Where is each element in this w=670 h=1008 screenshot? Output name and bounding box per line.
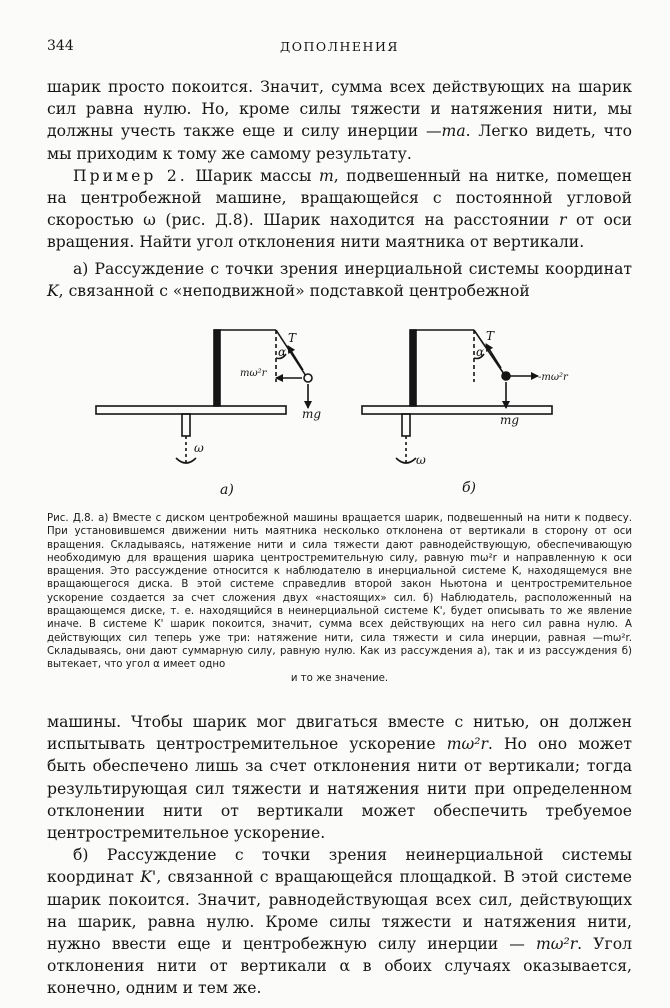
page-number: 344 — [47, 38, 74, 54]
rotating-disk — [362, 406, 552, 414]
axis-shaft — [402, 414, 410, 436]
label-mg-a: mg — [302, 407, 322, 421]
paragraph-continuation: шарик просто покоится. Значит, сумма всех действующих на шарик сил равна нулю. Но, кроме силы тяжести и натяжения нити, мы должны учесть также еще и силу инерции —ma. Легко видеть, что мы приходим к тому же самому результату. — [47, 78, 632, 163]
label-omega-a: ω — [194, 441, 204, 455]
label-force-a: mω²r — [240, 368, 267, 379]
label-panel-b: б) — [462, 480, 477, 496]
paragraph-machine: машины. Чтобы шарик мог двигаться вместе с нитью, он должен испытывать центростремительное ускорение mω²r. Но оно может быть обеспечено лишь за счет отклонения нити от вертикали; тогда результирующая сил тяжести и натяжения нити при определенном отклонении нити от вертикали может обеспечить требуемое центростремительное ускорение. — [47, 713, 632, 843]
figure-d8 — [90, 318, 600, 508]
label-panel-a: а) — [220, 482, 234, 498]
tension-arrow — [486, 344, 501, 368]
support-post — [410, 330, 416, 406]
caption-text: Рис. Д.8. а) Вместе с диском центробежной машины вращается шарик, подвешенный на нити к подвесу. При установившемся движении нить маятника несколько отклонена от вертикали в сторону от оси вращения. Складываясь, натяжение нити и сила тяжести дают равнодействующую, обеспечивающую необходимую для вращения шарика центростремительную силу, равную mω²r и направленную к оси вращения. Это рассуждение относится к наблюдателю в инерциальной системе K, находящемуся вне вращающегося диска. В этой системе справедлив второй закон Ньютона и центростремительное ускорение создается за счет сложения двух «настоящих» сил. б) Наблюдатель, расположенный на вращающемся диске, т. е. находящийся в неинерциальной системе K', будет описывать то же явление иначе. В системе K' шарик покоится, значит, сумма всех действующих на него сил равна нулю. А действующих сил теперь уже три: натяжение нити, сила тяжести и сила инерции, равная —mω²r. Складываясь, они дают суммарную силу, равную нулю. Как из рассуждения а), так и из рассуждения б) вытекает, что угол α имеет одно — [47, 513, 632, 671]
support-post — [214, 330, 220, 406]
example-2-paragraph: Пример 2. Шарик массы m, подвешенный на нитке, помещен на центробежной машине, вращающейся с постоянной угловой скоростью ω (рис. Д.8). Шарик находится на расстоянии r от оси вращения. Найти угол отклонения нити маятника от вертикали. — [47, 166, 632, 252]
top-text — [47, 76, 632, 302]
label-alpha-a: α — [278, 345, 287, 359]
example-label: Пример 2. — [73, 166, 188, 185]
bottom-text — [47, 711, 632, 1000]
reasoning-a-paragraph: а) Рассуждение с точки зрения инерциальной системы координат K, связанной с «неподвижной» подставкой центробежной — [47, 259, 632, 300]
ball — [304, 374, 312, 382]
reasoning-b-paragraph: б) Рассуждение с точки зрения неинерциальной системы координат K', связанной с вращающейся площадкой. В этой системе шарик покоится. Значит, равнодействующая всех сил, действующих на шарик, равна нулю. Кроме силы тяжести и натяжения нити, нужно ввести еще и центробежную силу инерции — mω²r. Угол отклонения нити от вертикали α в обоих случаях оказывается, конечно, одним и тем же. — [47, 846, 632, 998]
axis-shaft — [182, 414, 190, 436]
label-omega-b: ω — [416, 453, 426, 467]
label-force-b: -mω²r — [538, 372, 568, 383]
running-title: ДОПОЛНЕНИЯ — [280, 39, 399, 54]
label-tension-a: T — [288, 331, 297, 345]
diagram-b — [362, 330, 552, 466]
ball — [502, 372, 510, 380]
rotating-disk — [96, 406, 286, 414]
running-header — [47, 38, 632, 60]
label-mg-b: mg — [500, 413, 520, 427]
tension-arrow — [288, 346, 303, 370]
label-alpha-b: α — [476, 345, 485, 359]
figure-caption — [47, 512, 632, 685]
label-tension-b: T — [486, 329, 495, 343]
caption-last-line: и то же значение. — [290, 672, 389, 684]
